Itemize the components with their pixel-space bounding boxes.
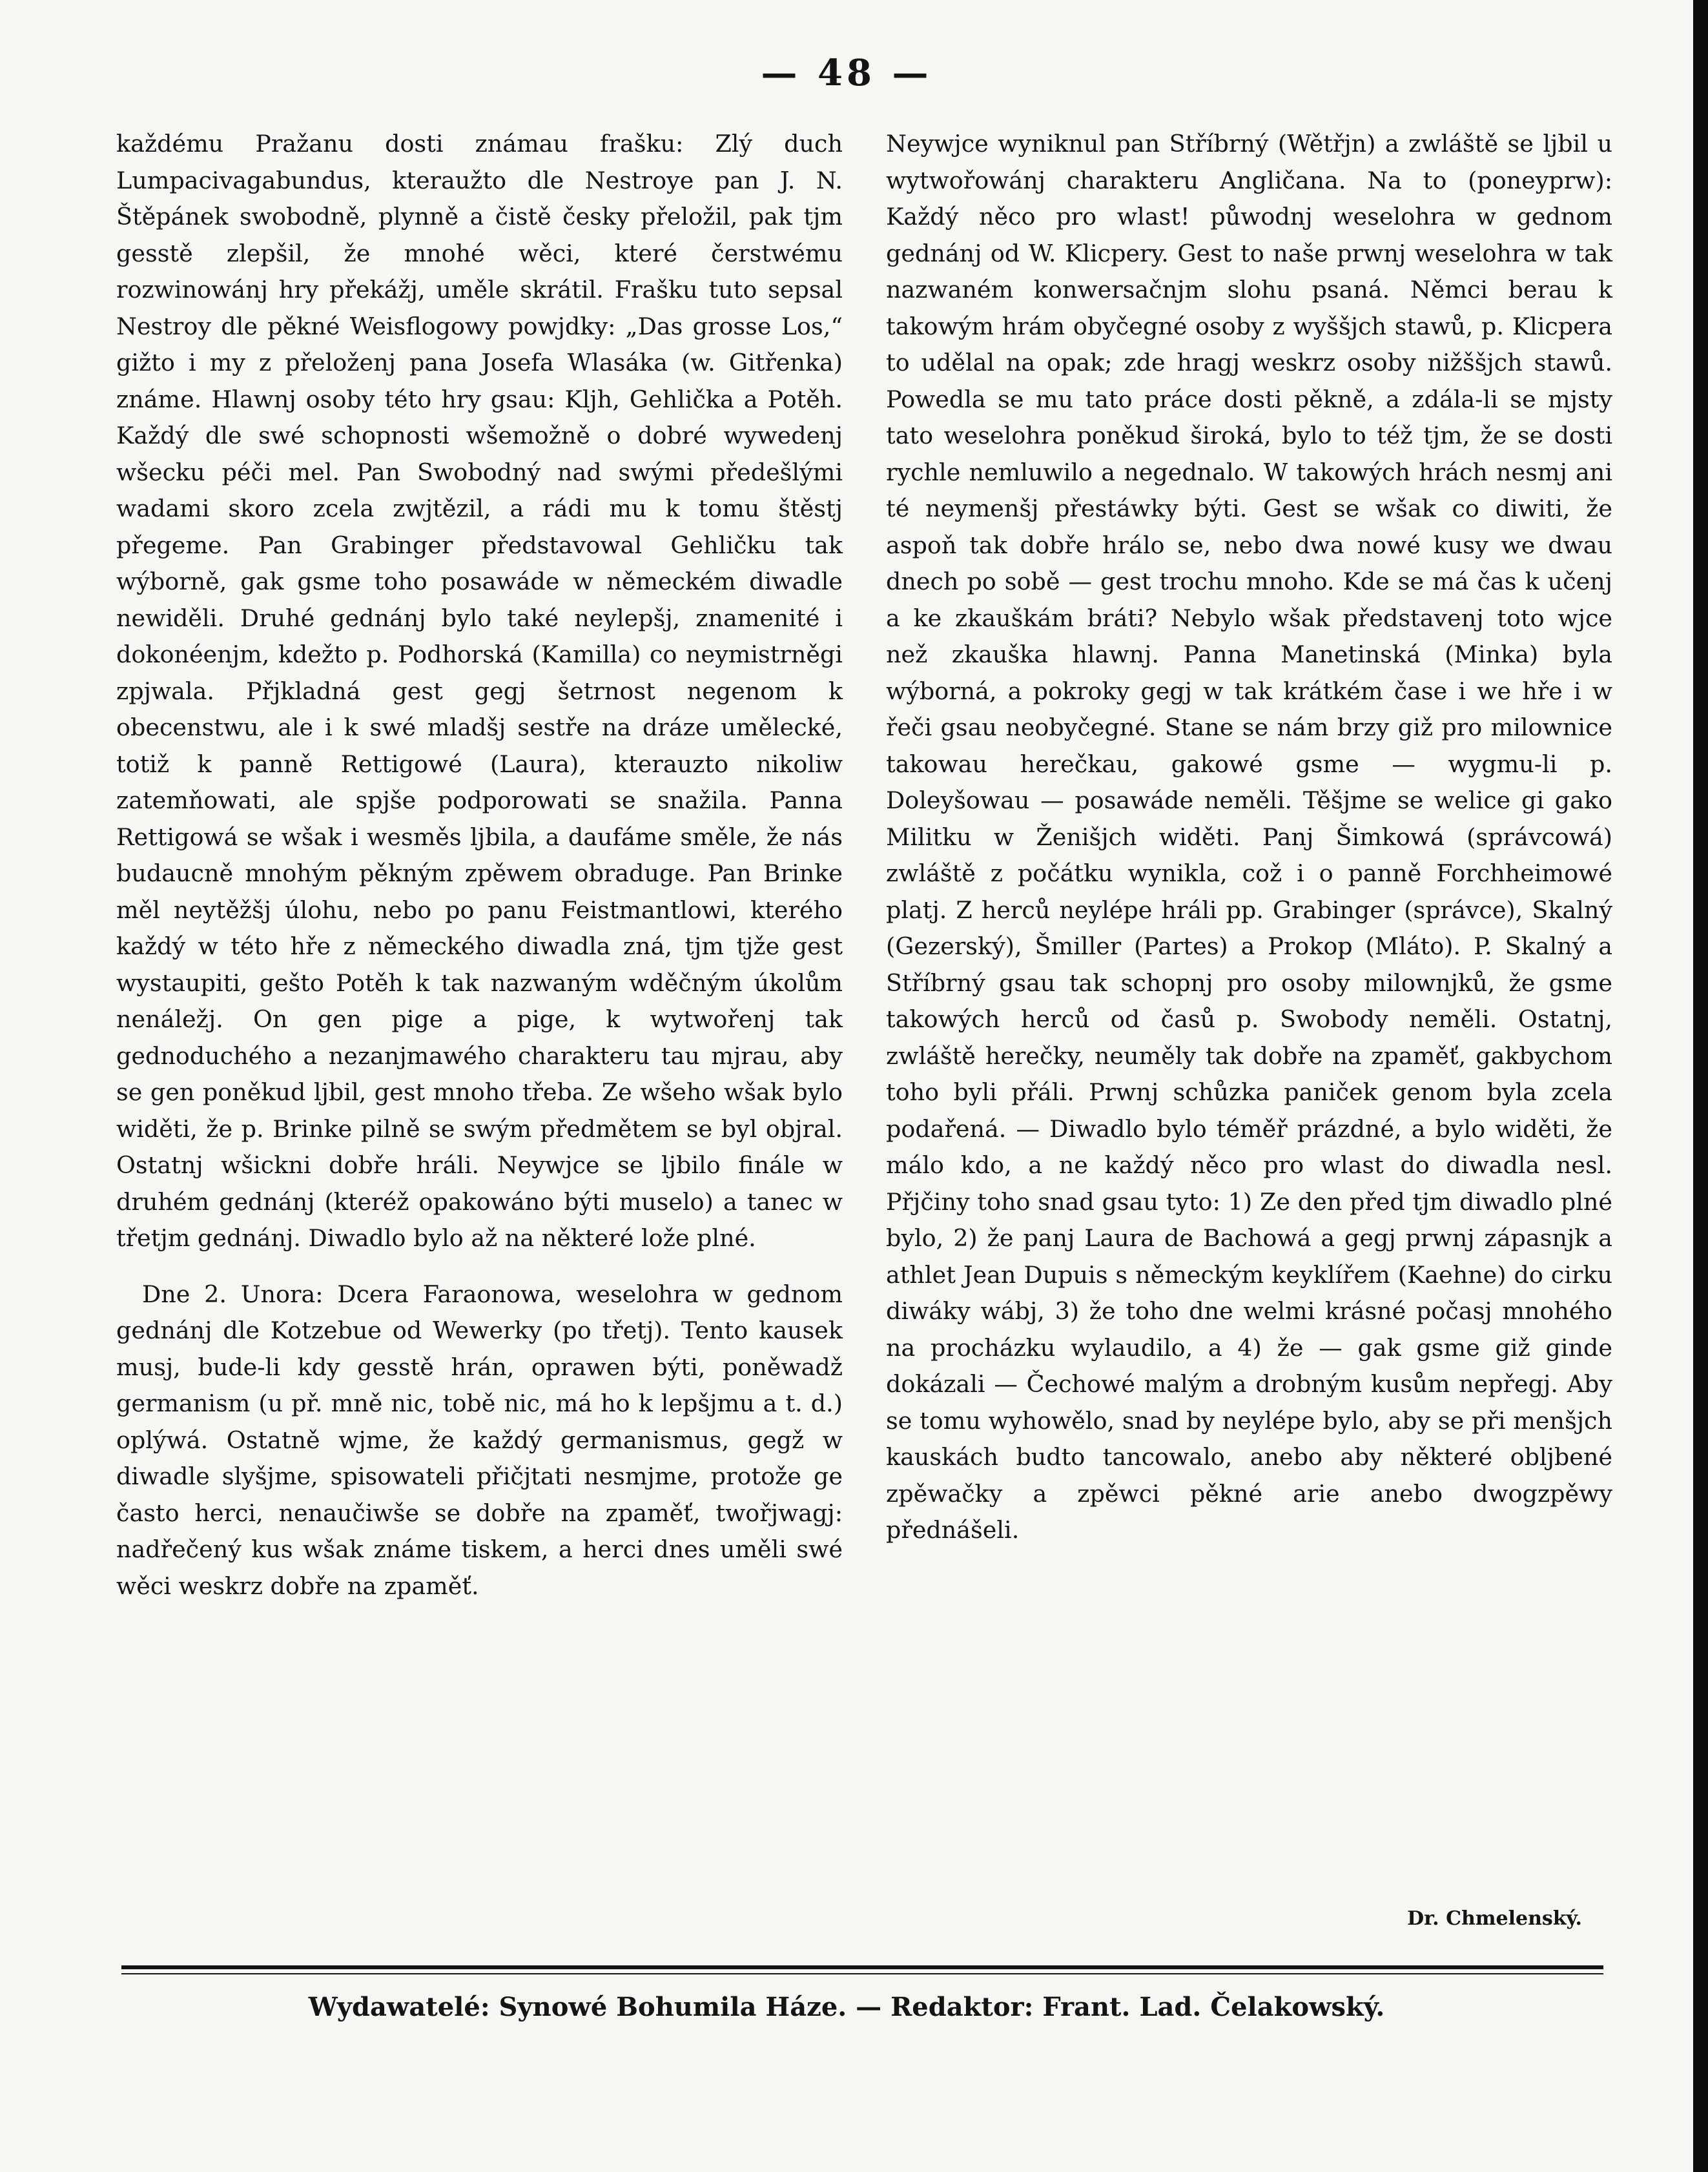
left-column (116, 126, 843, 1604)
footer-rule-thin (121, 1973, 1603, 1974)
scan-edge (1693, 0, 1708, 2172)
article-paragraph: Neywjce wyniknul pan Stříbrný (Wětřjn) a zwláště se ljbil u wytwořowánj charakteru Angličana. Na to (poneyprw): Každý něco pro wlast! půwodnj weselohra w gednom gednánj od W. Klicpery. Gest to naše prwnj weselohra w tak nazwaném konwersačnjm slohu psaná. Němci berau k takowým hrám obyčegné osoby z wyššjch stawů, p. Klicpera to udělal na opak; zde hragj weskrz osoby nižššjch stawů. Powedla se mu tato práce dosti pěkně, a zdála-li se mjsty tato weselohra poněkud široká, bylo to též tjm, že se dosti rychle nemluwilo a negednalo. W takowých hrách nesmj ani té neymenšj přestáwky býti. Gest se wšak co diwiti, že aspoň tak dobře hrálo se, nebo dwa nowé kusy we dwau dnech po sobě — gest trochu mnoho. Kde se má čas k učenj a ke zkauškám bráti? Nebylo wšak představenj toto wjce než zkauška hlawnj. Panna Manetinská (Minka) byla wýborná, a pokroky gegj w tak krátkém čase i we hře i w řeči gsau neobyčegné. Stane se nám brzy giž pro milownice takowau herečkau, gakowé gsme — wygmu-li p. Doleyšowau — posawáde neměli. Těšjme se welice gi gako Militku w Ženišjch widěti. Panj Šimkowá (správcowá) zwláště z počátku wynikla, což i o panně Forchheimowé platj. Z herců neylépe hráli pp. Grabinger (správce), Skalný (Gezerský), Šmiller (Partes) a Prokop (Mláto). P. Skalný a Stříbrný gsau tak schopnj pro osoby milownjků, že gsme takowých herců od časů p. Swobody neměli. Ostatnj, zwláště herečky, neuměly tak dobře na zpaměť, gakbychom toho byli přáli. Prwnj schůzka paniček genom byla zcela podařená. — Diwadlo bylo téměř prázdné, a bylo widěti, že málo kdo, a ne každý něco pro wlast do diwadla nesl. Přjčiny toho snad gsau tyto: 1) Ze den před tjm diwadlo plné bylo, 2) že panj Laura de Bachowá a gegj prwnj zápasnjk a athlet Jean Dupuis s německým keyklířem (Kaehne) do cirku diwáky wábj, 3) že toho dne welmi krásné počasj mnohého na procházku wylaudilo, a 4) že — gak gsme giž ginde dokázali — Čechowé malým a drobným kusům nepřegj. Aby se tomu wyhowělo, snad by neylépe bylo, aby se při menšjch kauskách budto tancowalo, anebo aby některé obljbené zpěwačky a zpěwci pěkné arie anebo dwogzpěwy přednášeli. (886, 130, 1612, 1544)
article-paragraph: každému Pražanu dosti známau frašku: Zlý duch Lumpacivagabundus, kteraužto dle Nestroye pan J. N. Štěpánek swobodně, plynně a čistě česky přeložil, pak tjm gesstě zlepšil, že mnohé wěci, které čerstwému rozwinowánj hry překážj, uměle skrátil. Frašku tuto sepsal Nestroy dle pěkné Weisflogowy powjdky: „Das grosse Los,“ gižto i my z přeloženj pana Josefa Wlasáka (w. Gitřenka) známe. Hlawnj osoby této hry gsau: Kljh, Gehlička a Potěh. Každý dle swé schopnosti wšemožně o dobré wywedenj wšecku péči mel. Pan Swobodný nad swými předešlými wadami skoro zcela zwjtězil, a rádi mu k tomu štěstj přegeme. Pan Grabinger představowal Gehličku tak wýborně, gak gsme toho posawáde w německém diwadle newiděli. Druhé gednánj bylo také neylepšj, znamenité i dokonéenjm, kdežto p. Podhorská (Kamilla) co neymistrněgi zpjwala. Přjkladná gest gegj šetrnost negenom k obecenstwu, ale i k swé mladšj sestře na dráze umělecké, totiž k panně Rettigowé (Laura), kterauzto nikoliw zatemňowati, ale spjše podporowati se snažila. Panna Rettigowá se wšak i wesměs ljbila, a daufáme směle, že nás budaucně mnohým pěkným zpěwem obraduge. Pan Brinke měl neytěžšj úlohu, nebo po panu Feistmantlowi, kterého každý w této hře z německého diwadla zná, tjm tjže gest wystaupiti, gešto Potěh k tak nazwaným wděčným úkolům nenáležj. On gen pige a pige, k wytwořenj tak gednoduchého a nezanjmawého charakteru tau mjrau, aby se gen poněkud ljbil, gest mnoho třeba. Ze wšeho wšak bylo widěti, že p. Brinke pilně se swým předmětem se byl objral. Ostatnj wšickni dobře hráli. Neywjce se ljbilo finále w druhém gednánj (kteréž opakowáno býti muselo) a tanec w třetjm gednánj. Diwadlo bylo až na některé lože plné. (116, 130, 843, 1252)
footer-rule (121, 1965, 1603, 1969)
publisher-footer: Wydawatelé: Synowé Bohumila Háze. — Redaktor: Frant. Lad. Čelakowský. (308, 1992, 1385, 2022)
page-number: — 48 — (761, 52, 932, 94)
author-signature: Dr. Chmelenský. (1407, 1907, 1582, 1930)
right-column (886, 126, 1612, 1549)
article-paragraph: Dne 2. Unora: Dcera Faraonowa, weselohra w gednom gednánj dle Kotzebue od Wewerky (po třetj). Tento kausek musj, bude-li kdy gesstě hrán, oprawen býti, poněwadž germanism (u př. mně nic, tobě nic, má ho k lepšjmu a t. d.) oplýwá. Ostatně wjme, že každý germanismus, gegž w diwadle slyšjme, spisowateli přičjtati nesmjme, protože ge často herci, nenaučiwše se dobře na zpaměť, twořjwagj: nadřečený kus wšak známe tiskem, a herci dnes uměli swé wěci weskrz dobře na zpaměť. (116, 1280, 843, 1600)
